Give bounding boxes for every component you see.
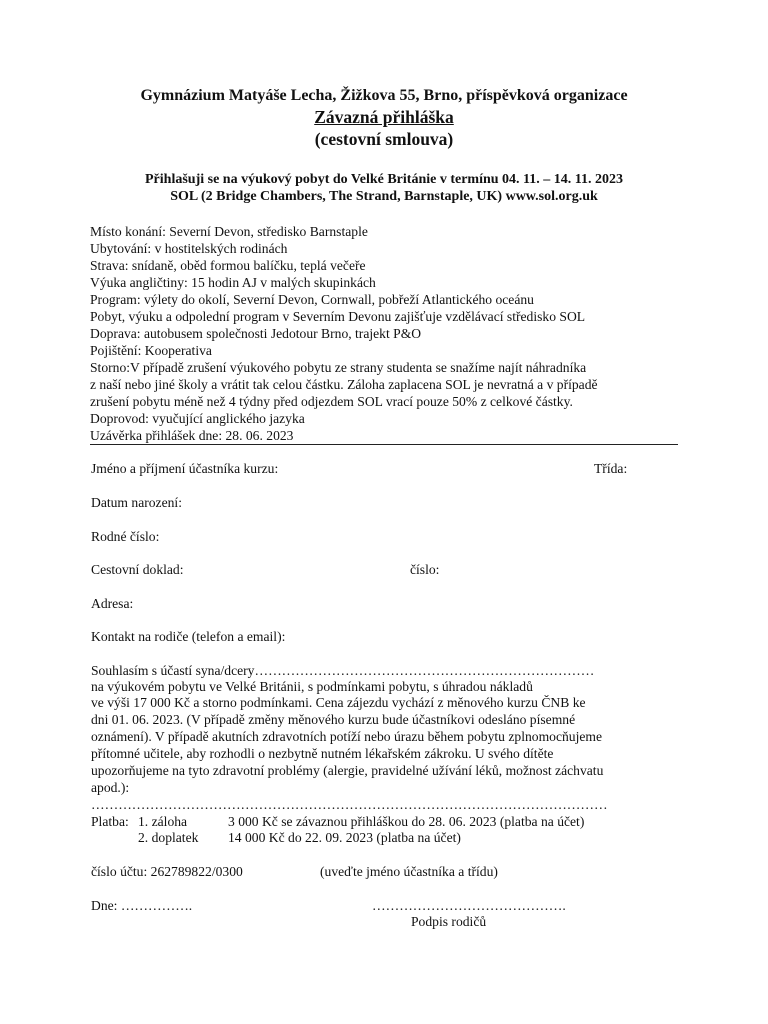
info-line: Program: výlety do okolí, Severní Devon, Cornwall, pobřeží Atlantického oceánu [90, 292, 534, 307]
payment-balance-text: 14 000 Kč do 22. 09. 2023 (platba na účet) [228, 830, 461, 845]
travel-document-label: Cestovní doklad: [91, 562, 184, 577]
info-line: Výuka angličtiny: 15 hodin AJ v malých skupinkách [90, 275, 376, 290]
info-line: Uzávěrka přihlášek dne: 28. 06. 2023 [90, 428, 294, 443]
signature-label: Podpis rodičů [411, 914, 487, 929]
payment-balance-name: 2. doplatek [138, 830, 199, 845]
consent-line: přítomné učitele, aby rozhodli o nezbytně nutném lékařském zákroku. U svého dítěte [91, 746, 554, 761]
payment-deposit-text: 3 000 Kč se závaznou přihláškou do 28. 06. 2023 (platba na účet) [228, 814, 585, 829]
birth-number-label: Rodné číslo: [91, 529, 160, 544]
consent-line: upozorňujeme na tyto zdravotní problémy (alergie, pravidelné užívání léků, možnost záchvatu [91, 763, 604, 778]
info-line: Pobyt, výuku a odpolední program v Severním Devonu zajišťuje vzdělávací středisko SOL [90, 309, 586, 324]
consent-line: apod.): [91, 780, 130, 795]
consent-line: dni 01. 06. 2023. (V případě změny měnového kurzu bude účastníkovi odesláno písemné [91, 712, 576, 727]
document-subtitle: (cestovní smlouva) [314, 129, 454, 149]
account-number: číslo účtu: 262789822/0300 [91, 864, 243, 879]
info-line: Ubytování: v hostitelských rodinách [90, 241, 288, 256]
consent-dotted-line: …………………………………………………………………………………………………… [91, 797, 608, 812]
document-title: Závazná přihláška [314, 107, 454, 127]
consent-line: ve výši 17 000 Kč a storno podmínkami. Cena zájezdu vychází z měnového kurzu ČNB ke [91, 695, 586, 710]
consent-line: Souhlasím s účastí syna/dcery………………………………………………………………… [91, 663, 595, 678]
class-field-label: Třída: [594, 461, 628, 476]
intro-line-1: Přihlašuji se na výukový pobyt do Velké Británie v termínu 04. 11. – 14. 11. 2023 [145, 172, 623, 187]
signature-line: ……………………………………. [372, 898, 566, 913]
consent-line: na výukovém pobytu ve Velké Británii, s podmínkami pobytu, s úhradou nákladů [91, 679, 533, 694]
info-line: z naší nebo jiné školy a vrátit tak celou částku. Záloha zaplacena SOL je nevratná a v případě [90, 377, 598, 392]
info-line: Pojištění: Kooperativa [90, 343, 212, 358]
info-line: Storno:V případě zrušení výukového pobytu ze strany studenta se snažíme najít náhradníka [90, 360, 587, 375]
birth-date-label: Datum narození: [91, 495, 182, 510]
parent-contact-label: Kontakt na rodiče (telefon a email): [91, 629, 286, 644]
payment-label: Platba: [91, 814, 129, 829]
consent-line: oznámení). V případě akutních zdravotních potíží nebo úrazu během pobytu zplnomocňujeme [91, 729, 602, 744]
address-label: Adresa: [91, 596, 134, 611]
school-name: Gymnázium Matyáše Lecha, Žižkova 55, Brno, příspěvková organizace [140, 87, 628, 104]
document-number-label: číslo: [410, 562, 440, 577]
info-line: Doprovod: vyučující anglického jazyka [90, 411, 305, 426]
info-line: zrušení pobytu méně než 4 týdny před odjezdem SOL vrací pouze 50% z celkové částky. [90, 394, 573, 409]
info-line: Strava: snídaně, oběd formou balíčku, teplá večeře [90, 258, 366, 273]
payment-deposit-name: 1. záloha [138, 814, 188, 829]
info-line: Doprava: autobusem společnosti Jedotour Brno, trajekt P&O [90, 326, 422, 341]
intro-line-2: SOL (2 Bridge Chambers, The Strand, Barnstaple, UK) www.sol.org.uk [170, 189, 598, 204]
account-note: (uveďte jméno účastníka a třídu) [320, 864, 498, 879]
date-field: Dne: ……………. [91, 898, 193, 913]
name-field-label: Jméno a příjmení účastníka kurzu: [91, 461, 279, 476]
info-line: Místo konání: Severní Devon, středisko Barnstaple [90, 224, 368, 239]
divider [90, 444, 678, 445]
